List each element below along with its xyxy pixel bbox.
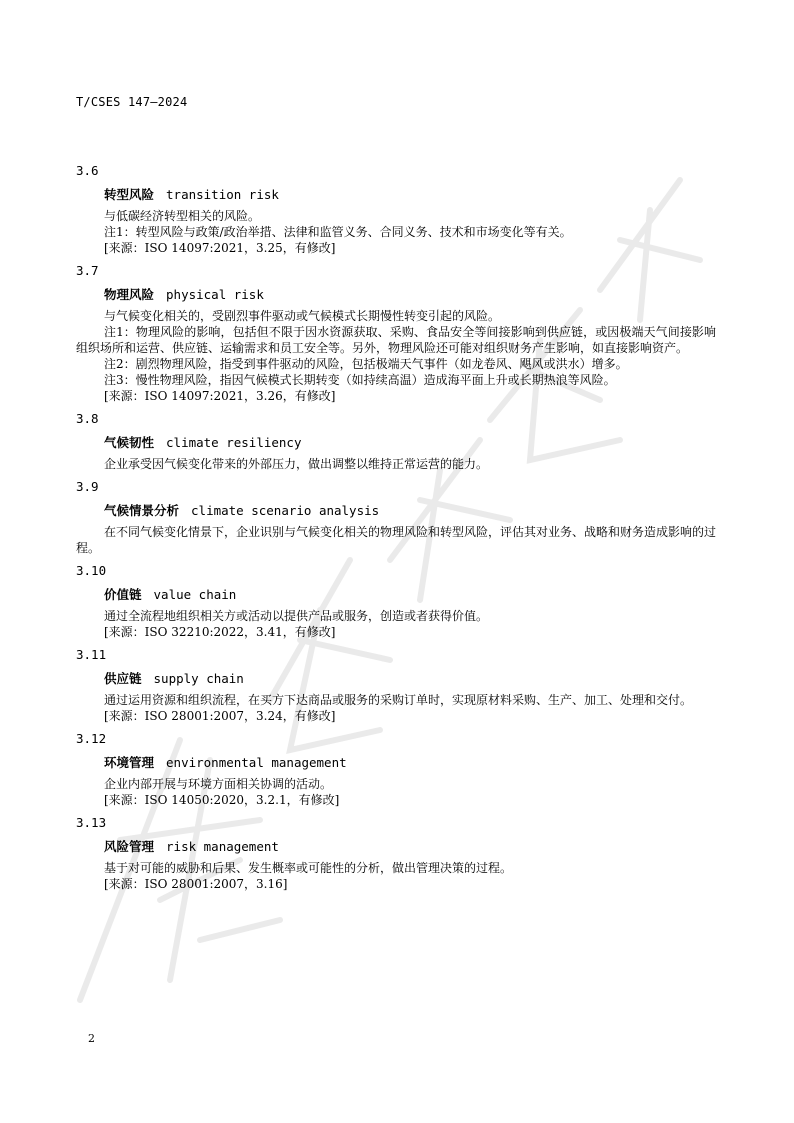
term-definition: 与低碳经济转型相关的风险。 xyxy=(104,209,261,223)
term-title xyxy=(104,498,716,524)
term-english: risk management xyxy=(166,839,279,854)
term-english: climate scenario analysis xyxy=(191,503,380,518)
term-entry-3-11 xyxy=(76,644,716,724)
term-title xyxy=(104,430,716,456)
term-english: value chain xyxy=(153,587,237,602)
term-english: supply chain xyxy=(153,671,244,686)
term-chinese: 风险管理 xyxy=(104,839,155,854)
term-source: [来源：ISO 14097:2021，3.25，有修改] xyxy=(104,241,336,255)
term-definition: 企业内部开展与环境方面相关协调的活动。 xyxy=(104,777,333,791)
term-english: physical risk xyxy=(166,287,264,302)
term-number: 3.12 xyxy=(76,731,107,746)
term-chinese: 环境管理 xyxy=(104,755,155,770)
term-title xyxy=(104,834,716,860)
term-english: environmental management xyxy=(166,755,347,770)
term-source: [来源：ISO 32210:2022，3.41，有修改] xyxy=(104,625,336,639)
term-number: 3.11 xyxy=(76,647,107,662)
term-number: 3.8 xyxy=(76,411,99,426)
term-source: [来源：ISO 14097:2021，3.26，有修改] xyxy=(104,389,336,403)
term-entry-3-9 xyxy=(76,476,716,556)
term-entry-3-13 xyxy=(76,812,716,892)
terms-list xyxy=(76,160,716,896)
term-definition: 企业承受因气候变化带来的外部压力，做出调整以维持正常运营的能力。 xyxy=(104,457,489,471)
term-definition: 与气候变化相关的，受剧烈事件驱动或气候模式长期慢性转变引起的风险。 xyxy=(104,309,501,323)
term-definition: 基于对可能的威胁和后果、发生概率或可能性的分析，做出管理决策的过程。 xyxy=(104,861,513,875)
term-title xyxy=(104,582,716,608)
term-chinese: 转型风险 xyxy=(104,187,155,202)
term-entry-3-6 xyxy=(76,160,716,256)
term-definition: 在不同气候变化情景下，企业识别与气候变化相关的物理风险和转型风险，评估其对业务、战略和财务造成影响的过程。 xyxy=(76,525,717,555)
term-chinese: 气候韧性 xyxy=(104,435,155,450)
term-chinese: 供应链 xyxy=(104,671,142,686)
term-number: 3.13 xyxy=(76,815,107,830)
term-entry-3-12 xyxy=(76,728,716,808)
term-title xyxy=(104,750,716,776)
term-title xyxy=(104,282,716,308)
term-note: 注1：物理风险的影响，包括但不限于因水资源获取、采购、食品安全等间接影响到供应链，或因极端天气间接影响组织场所和运营、供应链、运输需求和员工安全等。另外，物理风险还可能对组织财务产生影响，如直接影响资产。 xyxy=(76,325,716,355)
term-entry-3-10 xyxy=(76,560,716,640)
page-number: 2 xyxy=(88,1032,95,1045)
term-note: 注3：慢性物理风险，指因气候模式长期转变（如持续高温）造成海平面上升或长期热浪等风险。 xyxy=(104,373,616,387)
term-source: [来源：ISO 28001:2007，3.16] xyxy=(104,877,288,891)
term-entry-3-8 xyxy=(76,408,716,472)
term-number: 3.7 xyxy=(76,263,99,278)
term-number: 3.9 xyxy=(76,479,99,494)
term-source: [来源：ISO 14050:2020，3.2.1，有修改] xyxy=(104,793,340,807)
term-chinese: 价值链 xyxy=(104,587,142,602)
term-english: transition risk xyxy=(166,187,279,202)
term-definition: 通过运用资源和组织流程，在买方下达商品或服务的采购订单时，实现原材料采购、生产、加工、处理和交付。 xyxy=(104,693,693,707)
document-header: T/CSES 147—2024 xyxy=(76,95,188,109)
term-number: 3.10 xyxy=(76,563,107,578)
term-note: 注1：转型风险与政策/政治举措、法律和监管义务、合同义务、技术和市场变化等有关。 xyxy=(104,225,572,239)
term-chinese: 气候情景分析 xyxy=(104,503,180,518)
term-number: 3.6 xyxy=(76,163,99,178)
term-english: climate resiliency xyxy=(166,435,302,450)
term-definition: 通过全流程地组织相关方或活动以提供产品或服务，创造或者获得价值。 xyxy=(104,609,489,623)
term-title xyxy=(104,182,716,208)
term-entry-3-7 xyxy=(76,260,716,404)
term-title xyxy=(104,666,716,692)
term-source: [来源：ISO 28001:2007，3.24，有修改] xyxy=(104,709,336,723)
term-note: 注2：剧烈物理风险，指受到事件驱动的风险，包括极端天气事件（如龙卷风、飓风或洪水）增多。 xyxy=(104,357,628,371)
term-chinese: 物理风险 xyxy=(104,287,155,302)
